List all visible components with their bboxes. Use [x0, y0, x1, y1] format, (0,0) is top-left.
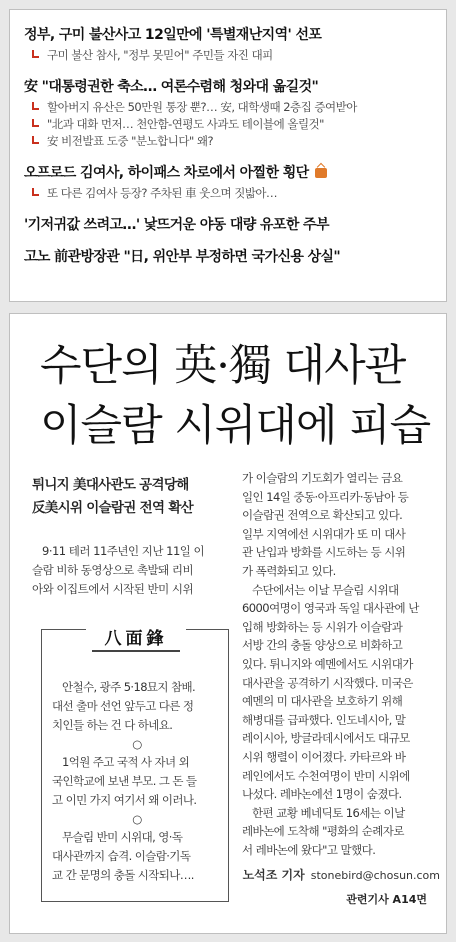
body-line: 서 레바논에 왔다"고 말했다.: [242, 842, 376, 857]
column-box-header: [86, 620, 186, 652]
column-box-title: 八面鋒: [104, 629, 168, 649]
body-line: 일인 14일 중동·아프리카·동남아 등: [242, 489, 409, 504]
body-line: 해병대를 급파했다. 인도네시아, 말: [242, 712, 406, 727]
body-line: 일부 지역에선 시위대가 또 미 대사: [242, 526, 406, 541]
article-panel: [9, 313, 447, 934]
body-line: 6000여명이 영국과 독일 대사관에 난: [242, 601, 419, 616]
sub-headline-text: 할아버지 유산은 50만원 통장 뿐?… 安, 대학생때 2층집 증여받아: [47, 100, 357, 114]
news-headline-link[interactable]: [24, 78, 430, 96]
related-article-ref: 관련기사 A14면: [346, 893, 427, 906]
news-group: [24, 216, 430, 234]
column-line: 교 간 문명의 충돌 시작되나….: [52, 868, 194, 882]
lead-line: 아와 이집트에서 시작된 반미 시위: [32, 582, 194, 596]
column-line: 1억원 주고 국적 사 자녀 외: [62, 755, 190, 769]
reply-arrow-icon: [32, 50, 39, 58]
headline-text: 오프로드 김여사, 하이패스 차로에서 아찔한 횡단: [24, 165, 309, 181]
sub-headline-text: "北과 대화 먼저… 천안함-연평도 사과도 테이블에 올릴것": [47, 117, 324, 131]
news-sub-link[interactable]: [24, 116, 430, 133]
body-line: 입해 방화하는 등 시위가 이슬람과: [242, 619, 403, 634]
body-line: 한편 교황 베네딕토 16세는 이날: [252, 805, 405, 820]
body-line: 나섰다. 레바논에선 1명이 숨졌다.: [242, 787, 402, 802]
headline-text: 정부, 구미 불산사고 12일만에 '특별재난지역' 선포: [24, 27, 322, 43]
body-line: 레이시아, 방글라데시에서도 대규모: [242, 731, 410, 746]
reporter-name: 노석조 기자: [242, 868, 305, 882]
lead-line: 9·11 테러 11주년인 지난 11일 이: [42, 544, 205, 558]
lead-line: 슬람 비하 동영상으로 촉발돼 리비: [32, 563, 194, 577]
body-line: 레인에서도 수천여명이 반미 시위에: [242, 768, 410, 783]
column-line: 치인들 하는 건 다 하네요.: [52, 718, 173, 732]
news-sub-link[interactable]: [24, 133, 430, 150]
news-headline-link[interactable]: [24, 216, 430, 234]
column-line: 대선 출마 선언 앞두고 다른 정: [52, 699, 194, 713]
tv-icon: [315, 168, 327, 178]
column-title-underline: [92, 650, 180, 652]
headline-text: 安 "대통령권한 축소… 여론수렴해 청와대 옮길것": [24, 79, 319, 95]
reply-arrow-icon: [32, 188, 39, 196]
body-line: 관 난입과 방화를 시도하는 등 시위: [242, 545, 406, 560]
column-line: 무슬림 반미 시위대, 영·독: [62, 830, 183, 844]
news-group: [24, 164, 430, 202]
news-headline-link[interactable]: [24, 26, 430, 44]
headline-text: 고노 前관방장관 "日, 위안부 부정하면 국가신용 상실": [24, 249, 341, 265]
byline: [242, 866, 440, 883]
column-line: 대사관까지 습격. 이슬람·기독: [52, 849, 191, 863]
column-line: 안철수, 광주 5·18묘지 참배.: [62, 680, 196, 694]
column-box-body: [52, 678, 222, 885]
reply-arrow-icon: [32, 136, 39, 144]
news-list: [24, 26, 430, 266]
news-sub-link[interactable]: [24, 99, 430, 116]
sub-headline-text: 구미 불산 참사, "정부 못믿어" 주민들 자진 대피: [47, 48, 273, 62]
body-line: 레바논에 도착해 "평화의 순례자로: [242, 824, 404, 839]
article-body-column: [242, 469, 442, 859]
article-title-line: 이슬람 시위대에 피습: [40, 401, 431, 451]
body-line: 수단에서는 이날 무슬림 시위대: [252, 582, 399, 597]
circle-separator: ○: [132, 737, 142, 751]
top-news-panel: [9, 9, 447, 302]
body-line: 시위 행렬이 이어졌다. 카타르와 바: [242, 749, 406, 764]
body-line: 있다. 튀니지와 예멘에서도 시위대가: [242, 656, 413, 671]
body-line: 예멘의 미 대사관을 보호하기 위해: [242, 694, 403, 709]
subhead-line: 反美시위 이슬람권 전역 확산: [32, 500, 194, 516]
article-subhead: [32, 474, 242, 520]
body-line: 가 이슬람의 기도회가 열리는 금요: [242, 471, 403, 485]
sub-headline-text: 또 다른 김여사 등장? 주차된 車 웃으며 짓밟아…: [47, 186, 278, 200]
news-sub-link[interactable]: [24, 47, 430, 64]
news-headline-link[interactable]: [24, 248, 430, 266]
body-line: 대사관을 공격하기 시작했다. 미국은: [242, 675, 413, 690]
reporter-email: stonebird@chosun.com: [310, 869, 440, 882]
article-title-line: 수단의 英·獨 대사관: [40, 341, 406, 391]
news-sub-link[interactable]: [24, 185, 430, 202]
article-title: [40, 336, 440, 456]
column-box-palmyeonbong: [41, 629, 229, 902]
news-group: [24, 26, 430, 64]
body-line: 서방 간의 충돌 양상으로 비화하고: [242, 638, 403, 653]
column-line: 고 이민 가지 여기서 왜 이러나.: [52, 793, 197, 807]
reply-arrow-icon: [32, 119, 39, 127]
news-group: [24, 78, 430, 150]
body-line: 이슬람권 전역으로 확산되고 있다.: [242, 508, 403, 523]
column-line: 국인학교에 보낸 부모. 그 돈 들: [52, 774, 197, 788]
reply-arrow-icon: [32, 102, 39, 110]
sub-headline-text: 安 비전발표 도중 "분노합니다" 왜?: [47, 134, 214, 148]
article-lead: [32, 542, 240, 599]
body-line: 가 폭력화되고 있다.: [242, 563, 336, 578]
news-headline-link[interactable]: [24, 164, 430, 182]
circle-separator: ○: [132, 812, 142, 826]
subhead-line: 튀니지 美대사관도 공격당해: [32, 477, 189, 493]
news-group: [24, 248, 430, 266]
headline-text: '기저귀값 쓰려고…' 낯뜨거운 야동 대량 유포한 주부: [24, 217, 329, 233]
